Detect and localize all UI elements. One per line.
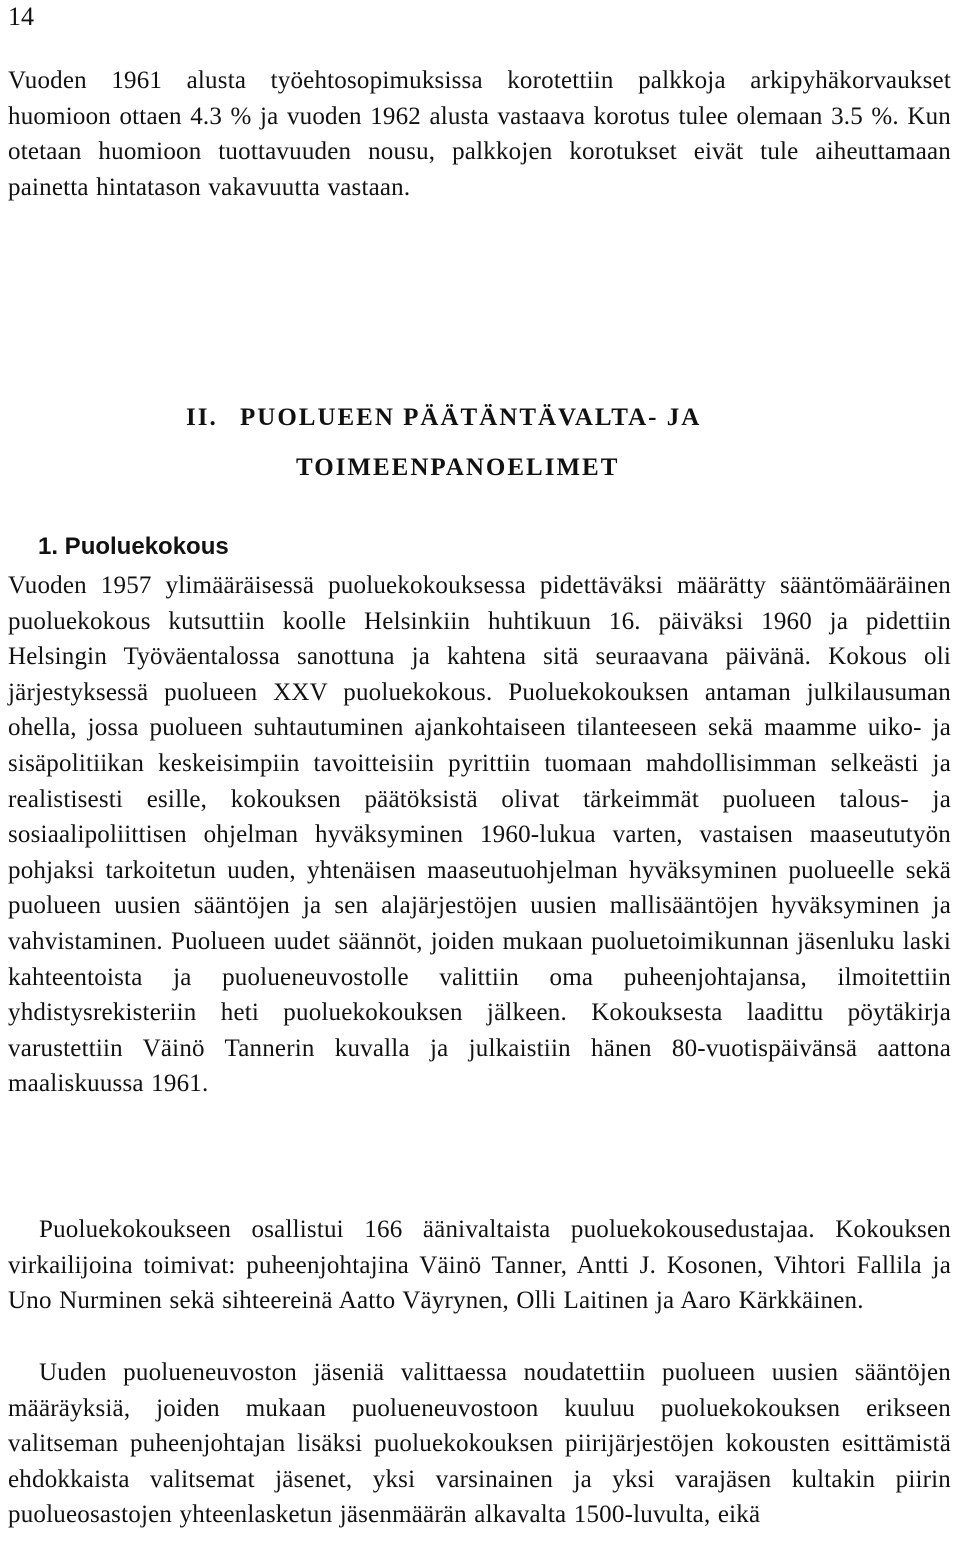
subsection-heading: 1. Puoluekokous xyxy=(38,533,229,560)
body-paragraph-1: Vuoden 1957 ylimääräisessä puoluekokouksessa pidettäväksi määrätty sääntömääräinen puoluekokous kutsuttiin koolle Helsinkiin huhtikuun 16. päiväksi 1960 ja pidettiin Helsingin Työväentalossa sanottuna ja kahtena sitä seuraavana päivänä. Kokous oli järjestyksessä puolueen XXV puoluekokous. Puoluekokouksen antaman julkilausuman ohella, jossa puolueen suhtautuminen ajankohtaiseen tilanteeseen sekä maamme uiko- ja sisäpolitiikan keskeisimpiin tavoitteisiin pyrittiin tuomaan mahdollisimman selkeästi ja realistisesti esille, kokouksen päätöksistä olivat tärkeimmät puolueen talous- ja sosiaalipoliittisen ohjelman hyväksyminen 1960-lukua varten, vastaisen maaseututyön pohjaksi tarkoitetun uuden, yhtenäisen maaseutuohjelman hyväksyminen puolueelle sekä puolueen uusien sääntöjen ja sen alajärjestöjen uusien mallisääntöjen hyväksyminen ja vahvistaminen. Puolueen uudet säännöt, joiden mukaan puoluetoimikunnan jäsenluku laski kahteentoista ja puolueneuvostolle valittiin oma puheenjohtajansa, ilmoitettiin yhdistysrekisteriin heti puoluekokouksen jälkeen. Kokouksesta laadittu pöytäkirja varustettiin Väinö Tannerin kuvalla ja julkaistiin hänen 80-vuotispäivänsä aattona maaliskuussa 1961. xyxy=(8,572,951,1098)
page-number: 14 xyxy=(8,2,34,31)
intro-paragraph: Vuoden 1961 alusta työehtosopimuksissa korotettiin palkkoja arkipyhäkorvaukset huomioon ottaen 4.3 % ja vuoden 1962 alusta vastaava korotus tulee olemaan 3.5 %. Kun otetaan huomioon tuottavuuden nousu, palkkojen korotukset eivät tule aiheuttamaan painetta hintatason vakavuutta vastaan. xyxy=(8,67,951,201)
section-title-line2: TOIMEENPANOELIMET xyxy=(296,454,620,481)
section-title-line1: PUOLUEEN PÄÄTÄNTÄVALTA- JA xyxy=(240,404,702,431)
body-paragraph-3: Uuden puolueneuvoston jäseniä valittaessa noudatettiin puolueen uusien sääntöjen määräyksiä, joiden mukaan puolueneuvostoon kuuluu puoluekokouksen erikseen valitseman puheenjohtajan lisäksi puoluekokouksen piirijärjestöjen kokousten esittämistä ehdokkaista valitsemat jäsenet, yksi varsinainen ja yksi varajäsen kultakin piirin puolueosastojen yhteenlasketun jäsenmäärän alkavalta 1500-luvulta, eikä xyxy=(8,1359,951,1529)
section-heading xyxy=(186,393,701,493)
section-numeral: II. xyxy=(186,404,218,431)
body-paragraph-2: Puoluekokoukseen osallistui 166 äänivaltaista puoluekokousedustajaa. Kokouksen virkailijoina toimivat: puheenjohtajina Väinö Tanner, Antti J. Kosonen, Vihtori Fallila ja Uno Nurminen sekä sihteereinä Aatto Väyrynen, Olli Laitinen ja Aaro Kärkkäinen. xyxy=(8,1216,951,1315)
